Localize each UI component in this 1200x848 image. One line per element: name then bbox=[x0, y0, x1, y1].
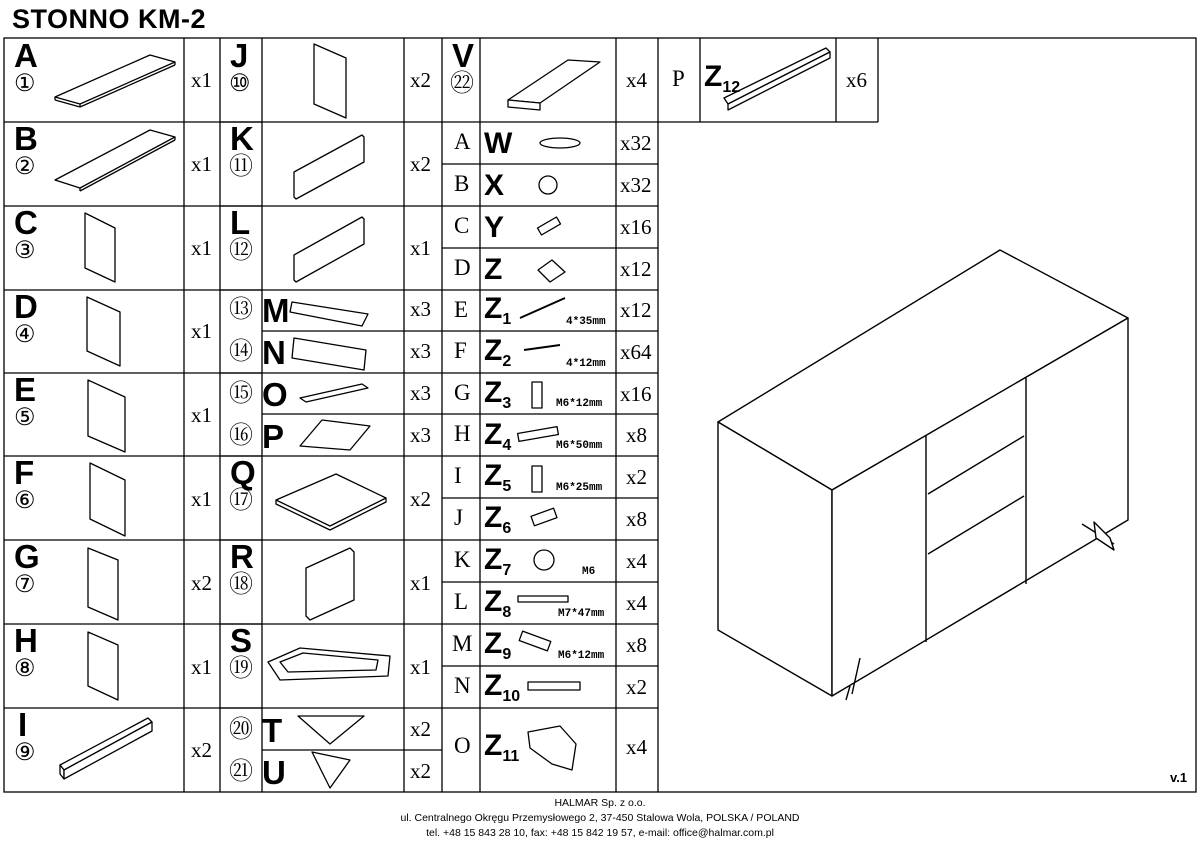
fitting-code: W bbox=[484, 127, 513, 160]
part-e-count: x1 bbox=[191, 403, 212, 427]
part-j-drawing bbox=[314, 44, 346, 118]
fitting-bag: O bbox=[454, 733, 471, 758]
part-e-letter: E bbox=[14, 371, 37, 408]
part-i-letter: I bbox=[18, 706, 28, 743]
footer-company: HALMAR Sp. z o.o. bbox=[554, 797, 646, 809]
part-t-number: ⑳ bbox=[229, 717, 253, 743]
fitting-z6-drawing bbox=[531, 508, 557, 526]
part-t-letter: T bbox=[262, 712, 283, 749]
footer-contact: tel. +48 15 843 28 10, fax: +48 15 842 19 57, e-mail: office@halmar.com.pl bbox=[426, 827, 774, 839]
fitting-code: $Z_{11}$ bbox=[484, 729, 520, 765]
part-s-letter: S bbox=[230, 622, 253, 659]
part-p-letter: P bbox=[262, 418, 285, 455]
fitting-z11-drawing bbox=[528, 726, 576, 770]
part-f-drawing bbox=[90, 463, 125, 536]
part-b-letter: B bbox=[14, 120, 38, 157]
part-j-count: x2 bbox=[410, 68, 431, 92]
part-p-drawing bbox=[300, 420, 370, 450]
part-f-letter: F bbox=[14, 454, 35, 491]
footer-address: ul. Centralnego Okręgu Przemysłowego 2, 37-450 Stalowa Wola, POLSKA / POLAND bbox=[400, 812, 800, 824]
fitting-count: x4 bbox=[626, 549, 647, 573]
part-i-number: ⑨ bbox=[14, 740, 36, 766]
fitting-count: x16 bbox=[620, 215, 652, 239]
version-label: v.1 bbox=[1170, 770, 1188, 785]
part-b-count: x1 bbox=[191, 152, 212, 176]
fitting-bag: M bbox=[452, 631, 473, 656]
part-a-count: x1 bbox=[191, 68, 212, 92]
part-m-count: x3 bbox=[410, 297, 431, 321]
part-i-count: x2 bbox=[191, 738, 212, 762]
part-g-drawing bbox=[88, 548, 118, 620]
part-h-drawing bbox=[88, 632, 118, 700]
fitting-count: x2 bbox=[626, 675, 647, 699]
part-u-number: ㉑ bbox=[229, 759, 253, 785]
fitting-bag: D bbox=[454, 255, 471, 280]
fitting-count: x8 bbox=[626, 507, 647, 531]
part-q-letter: Q bbox=[230, 454, 256, 491]
fitting-z1-drawing bbox=[520, 298, 565, 318]
fitting-z4-drawing bbox=[518, 427, 559, 442]
part-e-number: ⑤ bbox=[14, 405, 36, 431]
part-n-number: ⑭ bbox=[229, 339, 253, 365]
part-b-drawing bbox=[55, 130, 175, 188]
fitting-dimension: M6*12mm bbox=[558, 650, 605, 662]
fitting-count: x4 bbox=[626, 735, 647, 759]
fitting-dimension: M6*12mm bbox=[556, 398, 603, 410]
fitting-z-drawing bbox=[538, 260, 565, 282]
fitting-count: x64 bbox=[620, 340, 652, 364]
fitting-code: $Z_6$ bbox=[484, 501, 512, 537]
part-c-letter: C bbox=[14, 204, 38, 241]
fitting-bag: I bbox=[454, 463, 462, 488]
part-m-drawing bbox=[290, 302, 368, 326]
part-h-count: x1 bbox=[191, 655, 212, 679]
part-u-letter: U bbox=[262, 754, 286, 791]
part-i-drawing bbox=[60, 718, 152, 770]
part-v-drawing bbox=[508, 60, 600, 103]
fitting-z5-drawing bbox=[532, 466, 542, 492]
part-o-number: ⑮ bbox=[229, 381, 253, 407]
fitting-code: $Z_7$ bbox=[484, 543, 512, 579]
fitting-z2-drawing bbox=[524, 345, 560, 350]
fitting-count: x16 bbox=[620, 382, 652, 406]
part-k-count: x2 bbox=[410, 152, 431, 176]
part-q-number: ⑰ bbox=[229, 488, 253, 514]
part-o-letter: O bbox=[262, 376, 288, 413]
part-r-drawing bbox=[306, 548, 354, 620]
part-t-count: x2 bbox=[410, 717, 431, 741]
fitting-z7-drawing bbox=[534, 550, 554, 570]
part-b-number: ② bbox=[14, 154, 36, 180]
fitting-bag: K bbox=[454, 547, 471, 572]
part-p-count: x3 bbox=[410, 423, 431, 447]
fitting-dimension: M6 bbox=[582, 566, 596, 578]
fitting-code: $Z_9$ bbox=[484, 627, 512, 663]
fitting-bag: G bbox=[454, 380, 471, 405]
part-d-letter: D bbox=[14, 288, 38, 325]
sideboard-overview-drawing bbox=[718, 250, 1128, 700]
fitting-count: x12 bbox=[620, 298, 652, 322]
page-title: STONNO KM-2 bbox=[12, 4, 207, 34]
part-d-number: ④ bbox=[14, 322, 36, 348]
fitting-bag: C bbox=[454, 213, 470, 238]
part-v-count: x4 bbox=[626, 68, 647, 92]
fitting-z3-drawing bbox=[532, 382, 542, 408]
part-g-letter: G bbox=[14, 538, 40, 575]
part-c-drawing bbox=[85, 213, 115, 282]
fitting-bag: B bbox=[454, 171, 470, 196]
part-a-drawing bbox=[55, 55, 175, 104]
part-l-letter: L bbox=[230, 204, 251, 241]
part-t-drawing bbox=[298, 716, 364, 744]
fitting-code: $Z_1$ bbox=[484, 292, 512, 328]
fitting-code: $Z_{10}$ bbox=[484, 669, 521, 705]
fitting-z9-drawing bbox=[519, 631, 551, 651]
fitting-w-drawing bbox=[540, 138, 580, 148]
part-h-number: ⑧ bbox=[14, 656, 36, 682]
part-r-number: ⑱ bbox=[229, 572, 253, 598]
fitting-code: Z bbox=[484, 253, 503, 286]
fitting-bag: N bbox=[454, 673, 471, 698]
fitting-count: x32 bbox=[620, 173, 652, 197]
part-o-count: x3 bbox=[410, 381, 431, 405]
part-g-number: ⑦ bbox=[14, 572, 36, 598]
fitting-dimension: M6*50mm bbox=[556, 440, 603, 452]
part-j-number: ⑩ bbox=[229, 71, 251, 97]
part-s-count: x1 bbox=[410, 655, 431, 679]
part-o-drawing bbox=[300, 384, 368, 402]
part-a-letter: A bbox=[14, 37, 38, 74]
part-l-count: x1 bbox=[410, 236, 431, 260]
fitting-code: $Z_3$ bbox=[484, 376, 512, 412]
fitting-y-drawing bbox=[537, 217, 560, 235]
fitting-bag: E bbox=[454, 297, 469, 322]
fitting-dimension: 4*35mm bbox=[566, 316, 606, 328]
fitting-bag: F bbox=[454, 338, 467, 363]
fitting-count: x12 bbox=[620, 257, 652, 281]
fitting-bag: J bbox=[454, 505, 463, 530]
part-d-count: x1 bbox=[191, 319, 212, 343]
part-r-letter: R bbox=[230, 538, 254, 575]
part-k-drawing bbox=[294, 135, 364, 199]
part-l-number: ⑫ bbox=[229, 238, 253, 264]
fitting-count: x4 bbox=[626, 591, 647, 615]
part-n-letter: N bbox=[262, 334, 286, 371]
part-l-drawing bbox=[294, 217, 364, 282]
fitting-code: $Z_5$ bbox=[484, 459, 512, 495]
fitting-bag: A bbox=[454, 129, 471, 154]
part-f-count: x1 bbox=[191, 487, 212, 511]
fitting-z8-drawing bbox=[518, 596, 568, 602]
part-r-count: x1 bbox=[410, 571, 431, 595]
part-u-drawing bbox=[312, 752, 350, 788]
part-v-number: ㉒ bbox=[450, 71, 474, 97]
part-a-number: ① bbox=[14, 71, 36, 97]
part-n-drawing bbox=[292, 338, 366, 370]
part-m-letter: M bbox=[262, 292, 290, 329]
part-g-count: x2 bbox=[191, 571, 212, 595]
part-f-number: ⑥ bbox=[14, 488, 36, 514]
part-k-number: ⑪ bbox=[229, 154, 253, 180]
fitting-dimension: M7*47mm bbox=[558, 608, 605, 620]
part-d-drawing bbox=[87, 297, 120, 366]
part-c-number: ③ bbox=[14, 238, 36, 264]
part-c-count: x1 bbox=[191, 236, 212, 260]
part-k-letter: K bbox=[230, 120, 254, 157]
fitting-code: $Z_4$ bbox=[484, 418, 512, 454]
fitting-dimension: 4*12mm bbox=[566, 358, 606, 370]
part-n-count: x3 bbox=[410, 339, 431, 363]
rail-code: $Z_{12}$ bbox=[704, 60, 741, 96]
part-h-letter: H bbox=[14, 622, 38, 659]
fitting-code: $Z_2$ bbox=[484, 334, 512, 370]
fitting-dimension: M6*25mm bbox=[556, 482, 603, 494]
fitting-z10-drawing bbox=[528, 682, 580, 690]
rail-count: x6 bbox=[846, 68, 867, 92]
part-p-number: ⑯ bbox=[229, 423, 253, 449]
fitting-count: x8 bbox=[626, 423, 647, 447]
fitting-code: X bbox=[484, 169, 505, 202]
part-m-number: ⑬ bbox=[229, 297, 253, 323]
fitting-count: x32 bbox=[620, 131, 652, 155]
fitting-code: $Z_8$ bbox=[484, 585, 512, 621]
part-v-letter: V bbox=[452, 37, 475, 74]
fitting-count: x8 bbox=[626, 633, 647, 657]
rail-bag-letter: P bbox=[672, 66, 685, 91]
part-j-letter: J bbox=[230, 37, 249, 74]
fitting-code: Y bbox=[484, 211, 505, 244]
fitting-count: x2 bbox=[626, 465, 647, 489]
part-u-count: x2 bbox=[410, 759, 431, 783]
part-s-number: ⑲ bbox=[229, 656, 253, 682]
part-q-count: x2 bbox=[410, 487, 431, 511]
fitting-bag: H bbox=[454, 421, 471, 446]
fitting-bag: L bbox=[454, 589, 469, 614]
part-q-drawing bbox=[276, 474, 386, 526]
part-e-drawing bbox=[88, 380, 125, 452]
fitting-x-drawing bbox=[539, 176, 557, 194]
